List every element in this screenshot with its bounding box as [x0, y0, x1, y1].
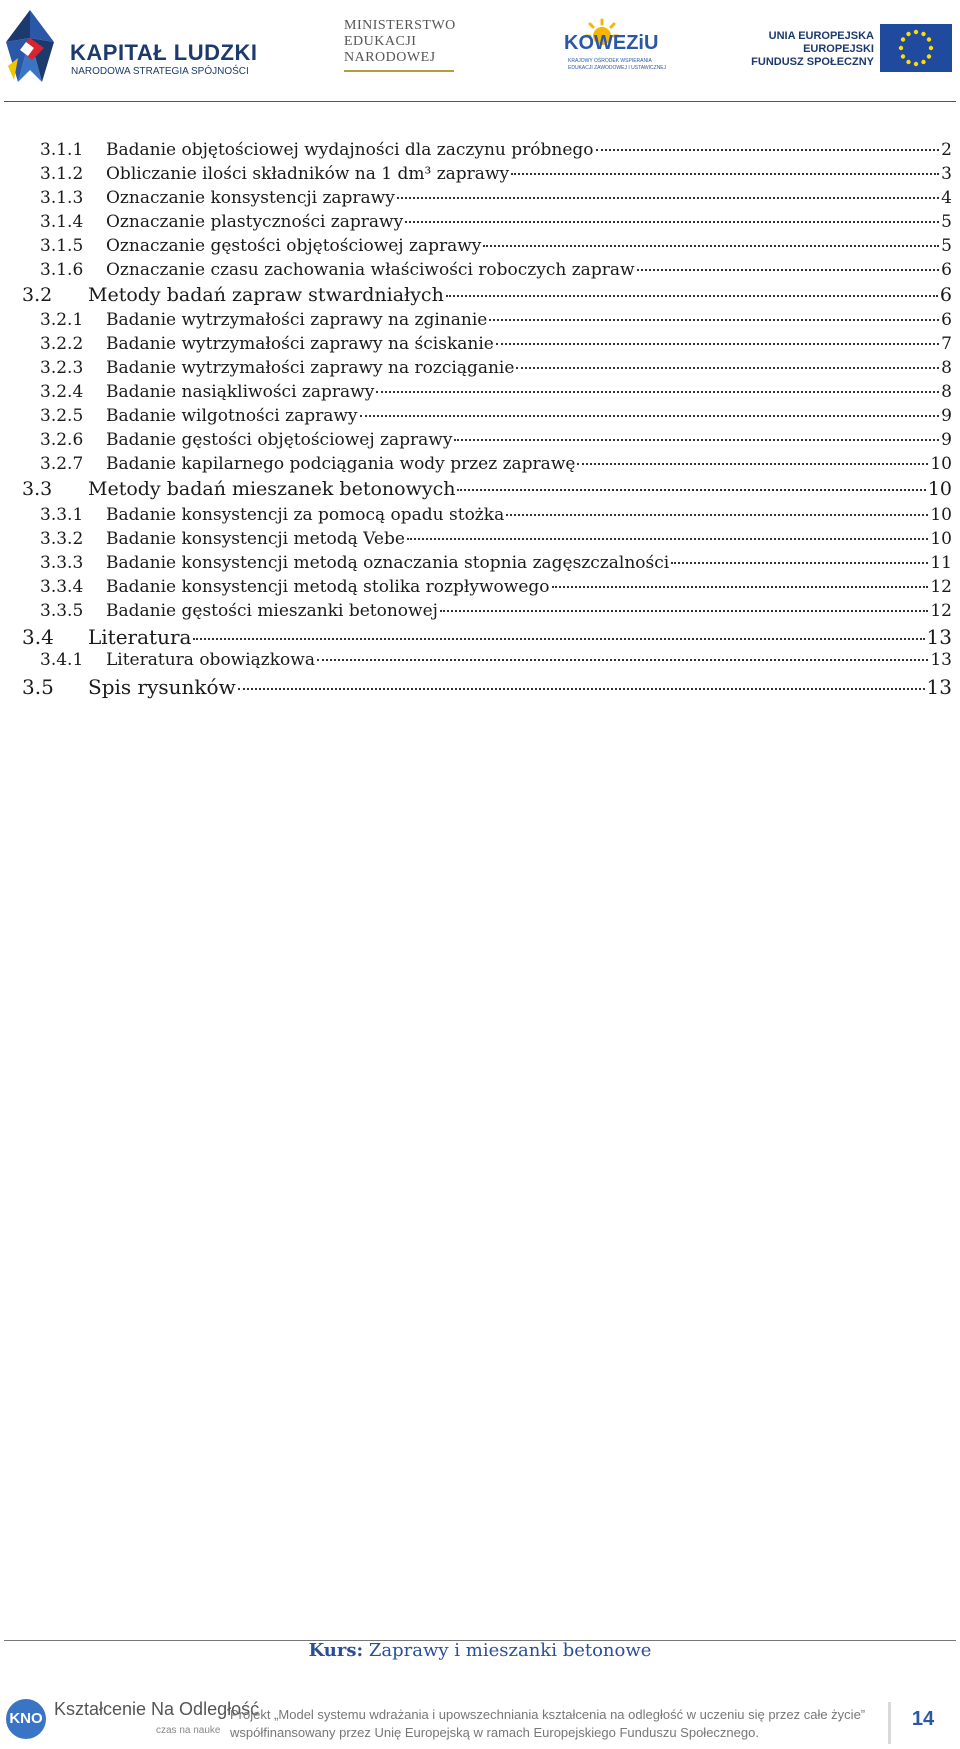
- toc-entry-title: Badanie konsystencji metodą Vebe: [106, 529, 405, 549]
- knu-title: Kształcenie Na Odległość: [54, 1699, 260, 1719]
- toc-entry[interactable]: [0, 164, 960, 188]
- toc-entry-number: 3.3.5: [40, 601, 84, 621]
- toc-entry-body: [106, 454, 952, 474]
- toc-entry-number: 3.5: [22, 675, 54, 699]
- toc-entry-title: Badanie wytrzymałości zaprawy na ściskanie: [106, 334, 494, 354]
- toc-entry-number: 3.2.5: [40, 406, 84, 426]
- toc-entry-page: 4: [941, 188, 952, 208]
- ministry-line-2: EDUKACJI: [344, 34, 417, 49]
- course-name: Zaprawy i mieszanki betonowe: [368, 1640, 652, 1661]
- toc-entry-body: [106, 529, 952, 549]
- toc-entry-number: 3.2.2: [40, 334, 84, 354]
- toc-entry[interactable]: [0, 675, 960, 703]
- toc-dot-leader: [457, 489, 925, 491]
- toc-entry-number: 3.3.3: [40, 553, 84, 573]
- toc-entry[interactable]: [0, 577, 960, 601]
- knu-emblem-icon: KNO: [6, 1699, 46, 1739]
- toc-entry-body: [106, 553, 952, 573]
- kapital-ludzki-subtitle: NARODOWA STRATEGIA SPÓJNOŚCI: [71, 66, 249, 77]
- toc-entry-body: [88, 284, 952, 306]
- toc-entry-body: [106, 212, 952, 232]
- toc-entry-title: Badanie konsystencji metodą oznaczania stopnia zagęszczalności: [106, 553, 670, 573]
- toc-entry[interactable]: [0, 625, 960, 653]
- toc-entry-number: 3.1.3: [40, 188, 84, 208]
- page-header: [0, 0, 960, 102]
- toc-entry-body: [106, 236, 952, 256]
- header-divider: [4, 101, 956, 102]
- toc-dot-leader: [193, 638, 924, 640]
- toc-entry-page: 6: [939, 284, 952, 306]
- toc-entry-body: [106, 164, 952, 184]
- toc-dot-leader: [446, 295, 938, 297]
- toc-dot-leader: [496, 343, 939, 345]
- toc-entry-title: Badanie wytrzymałości zaprawy na zginanie: [106, 310, 488, 330]
- toc-entry[interactable]: [0, 310, 960, 334]
- toc-entry[interactable]: [0, 406, 960, 430]
- koweziu-logo: [560, 18, 670, 78]
- toc-entry[interactable]: [0, 478, 960, 504]
- project-line-1: Projekt „Model systemu wdrażania i upowszechniania kształcenia na odległość w uczeniu się przez całe życie”: [230, 1707, 866, 1722]
- toc-entry[interactable]: [0, 140, 960, 164]
- toc-entry[interactable]: [0, 553, 960, 577]
- toc-entry-page: 6: [941, 310, 952, 330]
- toc-entry-page: 9: [941, 406, 952, 426]
- toc-entry-page: 10: [930, 529, 952, 549]
- toc-entry[interactable]: [0, 358, 960, 382]
- toc-entry-title: Literatura: [88, 625, 192, 649]
- toc-entry[interactable]: [0, 601, 960, 625]
- toc-entry-body: [88, 478, 952, 500]
- toc-dot-leader: [637, 269, 940, 271]
- project-line-2: współfinansowany przez Unię Europejską w ramach Europejskiego Funduszu Społecznego.: [230, 1725, 759, 1740]
- toc-entry-number: 3.2.1: [40, 310, 84, 330]
- eu-line-2: EUROPEJSKI: [803, 43, 874, 55]
- toc-entry[interactable]: [0, 430, 960, 454]
- toc-entry-number: 3.1.5: [40, 236, 84, 256]
- toc-entry-body: [106, 188, 952, 208]
- toc-dot-leader: [596, 149, 940, 151]
- toc-entry-title: Badanie wilgotności zaprawy: [106, 406, 358, 426]
- page-number-separator: [888, 1702, 891, 1744]
- toc-entry-page: 12: [930, 601, 952, 621]
- toc-entry-body: [106, 382, 952, 402]
- toc-entry-title: Obliczanie ilości składników na 1 dm³ zaprawy: [106, 164, 510, 184]
- toc-entry-title: Badanie nasiąkliwości zaprawy: [106, 382, 375, 402]
- toc-entry[interactable]: [0, 236, 960, 260]
- toc-entry[interactable]: [0, 212, 960, 236]
- eu-text: [751, 30, 874, 69]
- knu-logo: [6, 1697, 260, 1745]
- toc-entry-title: Oznaczanie gęstości objętościowej zaprawy: [106, 236, 482, 256]
- toc-dot-leader: [577, 463, 928, 465]
- toc-dot-leader: [360, 415, 940, 417]
- koweziu-subtitle: KRAJOWY OŚRODEK WSPIERANIA EDUKACJI ZAWODOWEJ I USTAWICZNEJ: [568, 58, 667, 71]
- eu-line-3: FUNDUSZ SPOŁECZNY: [751, 56, 874, 68]
- toc-entry-body: [106, 334, 952, 354]
- toc-entry-title: Oznaczanie plastyczności zaprawy: [106, 212, 404, 232]
- toc-entry-title: Badanie kapilarnego podciągania wody przez zaprawę: [106, 454, 576, 474]
- toc-dot-leader: [407, 538, 928, 540]
- toc-entry[interactable]: [0, 529, 960, 553]
- toc-entry-page: 13: [930, 650, 952, 670]
- toc-entry-number: 3.4: [22, 625, 54, 649]
- toc-entry-body: [106, 358, 952, 378]
- toc-entry-body: [106, 650, 952, 670]
- toc-entry-number: 3.2.4: [40, 382, 84, 402]
- toc-entry-page: 5: [941, 212, 952, 232]
- eu-stars-icon: [880, 24, 952, 72]
- toc-entry-title: Badanie gęstości mieszanki betonowej: [106, 601, 438, 621]
- toc-dot-leader: [483, 245, 939, 247]
- toc-entry-body: [106, 430, 952, 450]
- toc-dot-leader: [671, 562, 928, 564]
- toc-entry-page: 5: [941, 236, 952, 256]
- toc-entry-body: [88, 675, 952, 699]
- toc-entry-page: 10: [927, 478, 952, 500]
- course-title: [0, 1640, 960, 1661]
- eu-flag-icon: [880, 24, 952, 72]
- toc-entry[interactable]: [0, 188, 960, 212]
- toc-entry-number: 3.1.2: [40, 164, 84, 184]
- toc-entry[interactable]: [0, 334, 960, 358]
- toc-entry-number: 3.3.2: [40, 529, 84, 549]
- toc-entry-title: Badanie wytrzymałości zaprawy na rozciąganie: [106, 358, 515, 378]
- toc-dot-leader: [405, 221, 939, 223]
- toc-entry-page: 8: [941, 382, 952, 402]
- koweziu-title: KOWEZiU: [564, 32, 659, 54]
- toc-entry-title: Literatura obowiązkowa: [106, 650, 315, 670]
- toc-entry-title: Badanie gęstości objętościowej zaprawy: [106, 430, 453, 450]
- toc-entry-page: 2: [941, 140, 952, 160]
- ministry-underline: [344, 70, 454, 72]
- toc-entry-number: 3.1.6: [40, 260, 84, 280]
- toc-dot-leader: [506, 514, 928, 516]
- toc-entry-number: 3.2: [22, 284, 53, 306]
- toc-dot-leader: [317, 659, 928, 661]
- toc-dot-leader: [397, 197, 939, 199]
- toc-entry[interactable]: [0, 284, 960, 310]
- knu-subtitle: czas na nauke: [156, 1725, 221, 1736]
- ministry-line-3: NARODOWEJ: [344, 50, 436, 65]
- toc-entry-number: 3.1.4: [40, 212, 84, 232]
- eu-logo: [751, 24, 956, 74]
- toc-entry[interactable]: [0, 505, 960, 529]
- toc-entry-body: [106, 310, 952, 330]
- toc-entry-number: 3.3: [22, 478, 53, 500]
- toc-entry-title: Oznaczanie czasu zachowania właściwości roboczych zapraw: [106, 260, 635, 280]
- toc-entry-number: 3.3.4: [40, 577, 84, 597]
- toc-entry-page: 3: [941, 164, 952, 184]
- toc-entry-page: 9: [941, 430, 952, 450]
- toc-entry[interactable]: [0, 382, 960, 406]
- toc-entry-page: 6: [941, 260, 952, 280]
- ministry-line-1: MINISTERSTWO: [344, 18, 456, 33]
- toc-entry-page: 10: [930, 505, 952, 525]
- toc-entry[interactable]: [0, 260, 960, 284]
- ministry-logo: [344, 18, 474, 74]
- page-number: 14: [911, 1708, 935, 1730]
- toc-entry-number: 3.2.6: [40, 430, 84, 450]
- toc-entry-body: [106, 601, 952, 621]
- toc-entry-body: [106, 260, 952, 280]
- toc-entry-number: 3.2.3: [40, 358, 84, 378]
- toc-entry-number: 3.2.7: [40, 454, 84, 474]
- toc-entry-body: [106, 505, 952, 525]
- kapital-ludzki-title: KAPITAŁ LUDZKI: [70, 40, 258, 65]
- toc-entry-number: 3.1.1: [40, 140, 84, 160]
- eu-line-1: UNIA EUROPEJSKA: [768, 30, 874, 42]
- kapital-ludzki-emblem-icon: [4, 8, 56, 84]
- toc-entry[interactable]: [0, 650, 960, 674]
- course-label: Kurs:: [308, 1640, 364, 1661]
- toc-entry-title: Badanie konsystencji za pomocą opadu stożka: [106, 505, 505, 525]
- toc-dot-leader: [552, 586, 929, 588]
- toc-entry[interactable]: [0, 454, 960, 478]
- toc-entry-body: [106, 406, 952, 426]
- toc-entry-body: [106, 577, 952, 597]
- toc-dot-leader: [238, 688, 925, 690]
- toc-entry-page: 7: [941, 334, 952, 354]
- toc-dot-leader: [489, 319, 939, 321]
- toc-dot-leader: [376, 391, 939, 393]
- toc-entry-page: 11: [930, 553, 952, 573]
- toc-dot-leader: [511, 173, 939, 175]
- project-info: [230, 1706, 865, 1742]
- toc-dot-leader: [440, 610, 928, 612]
- toc-entry-title: Metody badań mieszanek betonowych: [88, 478, 456, 500]
- toc-dot-leader: [454, 439, 939, 441]
- toc-entry-page: 13: [926, 625, 952, 649]
- toc-entry-page: 13: [926, 675, 952, 699]
- toc-entry-body: [106, 140, 952, 160]
- toc-entry-body: [88, 625, 952, 649]
- kapital-ludzki-logo: [4, 8, 258, 88]
- toc-entry-number: 3.4.1: [40, 650, 84, 670]
- toc-entry-title: Badanie objętościowej wydajności dla zaczynu próbnego: [106, 140, 594, 160]
- toc-entry-title: Spis rysunków: [88, 675, 236, 699]
- toc-entry-page: 8: [941, 358, 952, 378]
- toc-entry-page: 12: [930, 577, 952, 597]
- toc-entry-number: 3.3.1: [40, 505, 84, 525]
- toc-dot-leader: [516, 367, 939, 369]
- toc-entry-title: Metody badań zapraw stwardniałych: [88, 284, 444, 306]
- toc-entry-title: Oznaczanie konsystencji zaprawy: [106, 188, 395, 208]
- toc-entry-title: Badanie konsystencji metodą stolika rozpływowego: [106, 577, 550, 597]
- toc-entry-page: 10: [930, 454, 952, 474]
